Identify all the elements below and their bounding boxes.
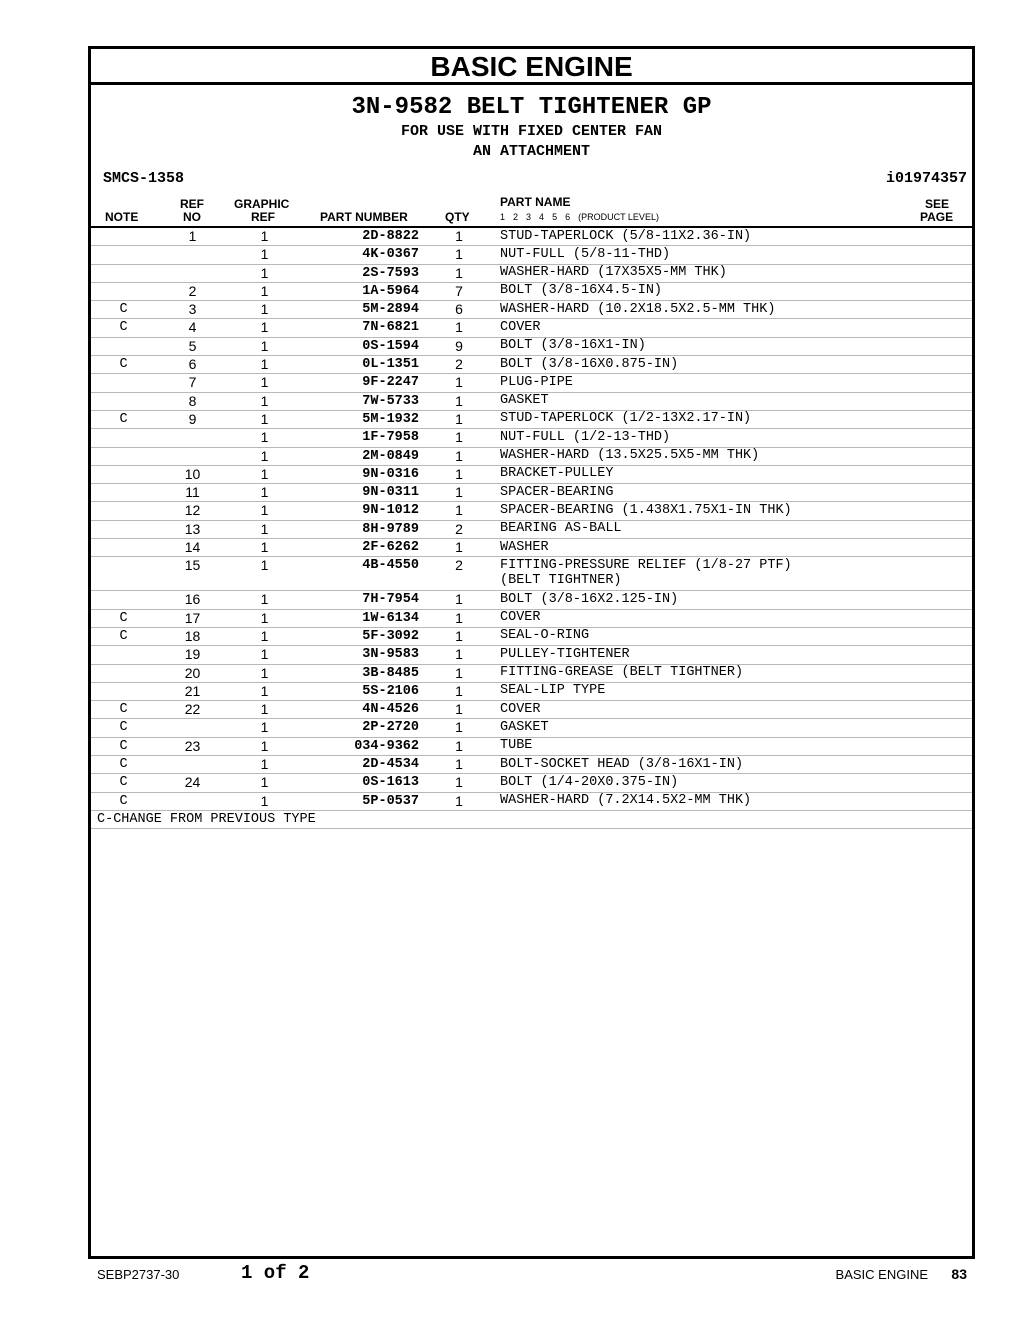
row-ref-no: 7 [188,374,197,391]
row-part-number: 5M-1932 [362,411,419,427]
row-part-name-line: BOLT (3/8-16X4.5-IN) [500,283,663,299]
row-part-name-line: WASHER [500,539,549,555]
product-level-5: 5 [552,212,558,222]
row-part-name [500,628,940,644]
row-part-name [500,665,940,681]
row-part-name-line: FITTING-PRESSURE RELIEF (1/8-27 PTF) [500,557,792,573]
table-row [91,793,972,811]
table-row [91,774,972,792]
product-level-label: (PRODUCT LEVEL) [578,212,659,222]
row-part-number: 1A-5964 [362,283,419,299]
row-part-name-line: SEAL-O-RING [500,628,590,644]
row-part-number: 2P-2720 [362,720,419,736]
row-qty: 2 [455,356,463,373]
row-qty: 1 [455,374,463,391]
row-qty: 1 [455,502,463,519]
row-part-name-line: BOLT (1/4-20X0.375-IN) [500,774,679,790]
row-part-name [500,265,940,281]
table-row [91,429,972,447]
footer-page-of: 1 of 2 [241,1262,310,1284]
row-part-number: 2S-7593 [362,265,419,281]
row-ref-no: 11 [185,484,200,501]
table-row [91,665,972,683]
table-row [91,646,972,664]
col-header-see-2: PAGE [920,210,954,224]
row-part-name [500,702,940,718]
row-qty: 1 [455,264,463,281]
product-level-3: 3 [526,212,532,222]
row-note: C [119,302,128,318]
row-part-number: 5P-0537 [362,793,419,809]
row-ref-no: 22 [184,701,201,718]
row-qty: 1 [455,664,463,681]
row-ref-no: 24 [184,774,201,791]
product-level-1: 1 [500,212,506,222]
row-graphic-ref: 1 [260,465,269,482]
row-part-number: 3B-8485 [362,665,419,681]
row-part-number: 5F-3092 [362,628,419,644]
row-ref-no: 13 [184,520,201,537]
row-graphic-ref: 1 [260,774,269,791]
table-row [91,393,972,411]
row-part-name-line: BRACKET-PULLEY [500,466,614,482]
row-graphic-ref: 1 [260,282,269,299]
group-subtitle-2: AN ATTACHMENT [472,143,591,160]
row-part-name-line: WASHER-HARD (17X35X5-MM THK) [500,265,727,281]
row-graphic-ref: 1 [260,682,269,699]
group-title: 3N-9582 BELT TIGHTENER GP [351,94,712,121]
row-part-number: 1F-7958 [362,430,419,446]
row-graphic-ref: 1 [260,337,269,354]
footer-section: BASIC ENGINE [835,1267,928,1282]
row-part-name-line: NUT-FULL (1/2-13-THD) [500,429,671,445]
row-qty: 1 [455,646,463,663]
col-header-see-1: SEE [925,197,950,211]
row-part-name [500,430,940,446]
table-row [91,319,972,337]
row-qty: 1 [455,591,463,608]
row-part-number: 2D-8822 [362,229,419,244]
row-part-name [500,229,940,245]
document-ident: i01974357 [885,170,967,187]
row-graphic-ref: 1 [260,356,269,373]
row-note: C [119,738,128,754]
row-ref-no: 5 [188,337,197,354]
row-part-number: 7N-6821 [362,320,419,336]
row-ref-no: 20 [184,664,201,681]
col-header-graphic-2: REF [251,210,275,224]
table-row [91,466,972,484]
row-qty: 1 [455,228,463,244]
row-graphic-ref: 1 [260,646,269,663]
row-part-number: 0L-1351 [362,357,419,373]
row-graphic-ref: 1 [260,301,269,318]
row-part-number: 5M-2894 [362,302,419,318]
product-level-4: 4 [539,212,545,222]
table-row [91,738,972,756]
row-part-number: 4K-0367 [362,247,419,263]
row-qty: 2 [455,520,463,537]
table-row [91,628,972,646]
row-ref-no: 23 [184,737,201,754]
row-ref-no: 1 [188,228,197,244]
col-header-part-name: PART NAME [500,195,571,209]
row-part-name-line: COVER [500,319,541,335]
product-level-2: 2 [513,212,519,222]
row-graphic-ref: 1 [260,228,269,244]
smcs-code: SMCS-1358 [103,170,185,187]
row-graphic-ref: 1 [260,392,269,409]
row-part-name-line: FITTING-GREASE (BELT TIGHTNER) [500,665,744,681]
row-graphic-ref: 1 [260,609,269,626]
row-part-number: 0S-1594 [362,338,419,354]
table-row [91,448,972,466]
row-graphic-ref: 1 [260,792,269,809]
row-graphic-ref: 1 [260,429,269,446]
row-part-number: 9F-2247 [362,375,419,391]
row-graphic-ref: 1 [260,557,269,574]
row-ref-no: 4 [188,319,197,336]
table-row [91,265,972,283]
row-note: C [119,757,128,773]
row-part-name [500,610,940,626]
table-row [91,356,972,374]
row-part-number: 4B-4550 [362,558,419,574]
row-qty: 1 [455,627,463,644]
row-part-name [500,302,940,318]
row-part-name-continuation: (BELT TIGHTNER) [500,573,622,589]
row-ref-no: 9 [188,410,197,427]
product-level-6: 6 [565,212,571,222]
table-row [91,756,972,774]
row-graphic-ref: 1 [260,719,269,736]
table-row [91,301,972,319]
row-part-number: 7W-5733 [362,393,419,409]
row-note: C [119,793,128,809]
row-part-name [500,485,940,501]
row-ref-no: 2 [188,282,197,299]
table-row [91,283,972,301]
row-part-name [500,247,940,263]
parts-page-frame [88,46,975,1259]
row-graphic-ref: 1 [260,374,269,391]
col-header-qty: QTY [445,210,470,224]
row-ref-no: 10 [184,465,201,482]
row-part-name [500,558,940,589]
footer-page-number: 83 [951,1266,967,1282]
table-row [91,246,972,264]
row-part-name [500,592,940,608]
row-part-name [500,283,940,299]
row-graphic-ref: 1 [260,591,269,608]
row-part-name [500,375,940,391]
row-graphic-ref: 1 [260,484,269,501]
row-part-name [500,320,940,336]
row-part-name-line: TUBE [500,738,533,754]
row-part-name [500,521,940,537]
table-row [91,374,972,392]
row-part-name-line: PLUG-PIPE [500,374,573,390]
row-ref-no: 21 [184,682,201,699]
row-part-name-line: COVER [500,701,541,717]
row-qty: 1 [455,719,463,736]
table-row [91,502,972,520]
row-ref-no: 12 [184,502,201,519]
row-part-name-line: BEARING AS-BALL [500,521,622,537]
table-row [91,228,972,246]
row-qty: 1 [455,410,463,427]
row-ref-no: 14 [184,539,201,556]
row-part-name [500,738,940,754]
row-part-name-line: STUD-TAPERLOCK (5/8-11X2.36-IN) [500,228,752,244]
row-ref-no: 19 [184,646,201,663]
row-graphic-ref: 1 [260,539,269,556]
table-row [91,539,972,557]
row-qty: 1 [455,737,463,754]
footer-doc-id: SEBP2737-30 [97,1267,180,1282]
row-note: C [119,628,128,644]
row-part-number: 4N-4526 [362,702,419,718]
row-part-name-line: BOLT (3/8-16X1-IN) [500,338,646,354]
table-row [91,701,972,719]
section-title: BASIC ENGINE [91,49,972,85]
row-part-number: 034-9362 [354,738,419,754]
row-part-number: 1W-6134 [362,610,419,626]
row-ref-no: 3 [188,301,197,318]
row-graphic-ref: 1 [260,264,269,281]
row-qty: 1 [455,756,463,773]
product-level-legend [500,212,667,222]
table-row [91,521,972,539]
row-note: C [119,720,128,736]
col-header-graphic-1: GRAPHIC [234,197,290,211]
row-note: C [119,320,128,336]
row-part-number: 9N-1012 [362,503,419,519]
row-part-name-line: SPACER-BEARING (1.438X1.75X1-IN THK) [500,502,792,518]
row-note: C [119,702,128,718]
row-part-number: 3N-9583 [362,647,419,663]
row-part-name [500,775,940,791]
row-graphic-ref: 1 [260,447,269,464]
change-footnote: C-CHANGE FROM PREVIOUS TYPE [91,811,972,829]
row-part-name [500,540,940,556]
row-qty: 9 [455,337,463,354]
row-graphic-ref: 1 [260,664,269,681]
row-part-number: 9N-0311 [362,485,419,501]
row-part-number: 9N-0316 [362,466,419,482]
table-row [91,484,972,502]
row-qty: 1 [455,539,463,556]
row-part-name-line: WASHER-HARD (7.2X14.5X2-MM THK) [500,793,752,809]
row-qty: 1 [455,792,463,809]
table-row [91,591,972,609]
row-note: C [119,411,128,427]
row-part-name [500,683,940,699]
row-part-name [500,720,940,736]
table-row [91,719,972,737]
row-qty: 1 [455,484,463,501]
row-qty: 1 [455,774,463,791]
col-header-part-number: PART NUMBER [320,210,408,224]
row-graphic-ref: 1 [260,246,269,263]
row-part-name [500,448,940,464]
row-ref-no: 18 [184,627,201,644]
row-qty: 1 [455,447,463,464]
row-qty: 1 [455,701,463,718]
row-part-name-line: SEAL-LIP TYPE [500,683,606,699]
parts-table-body [91,228,972,829]
row-note: C [119,357,128,373]
row-part-name-line: SPACER-BEARING [500,484,614,500]
table-row [91,338,972,356]
col-header-ref-1: REF [180,197,204,211]
row-ref-no: 8 [188,392,197,409]
row-part-name-line: STUD-TAPERLOCK (1/2-13X2.17-IN) [500,411,752,427]
row-ref-no: 6 [188,356,197,373]
row-qty: 6 [455,301,463,318]
row-qty: 1 [455,319,463,336]
row-graphic-ref: 1 [260,701,269,718]
row-part-name-line: BOLT (3/8-16X0.875-IN) [500,356,679,372]
row-part-name-line: BOLT (3/8-16X2.125-IN) [500,591,679,607]
row-part-name [500,793,940,809]
row-part-name-line: NUT-FULL (5/8-11-THD) [500,246,671,262]
row-note: C [119,775,128,791]
row-part-name [500,411,940,427]
row-qty: 7 [455,282,463,299]
row-part-number: 0S-1613 [362,775,419,791]
row-part-number: 7H-7954 [362,592,419,608]
table-row [91,610,972,628]
row-qty: 1 [455,682,463,699]
row-part-name-line: GASKET [500,719,549,735]
group-subtitle-1: FOR USE WITH FIXED CENTER FAN [400,123,663,140]
col-header-ref-2: NO [183,210,201,224]
row-qty: 1 [455,392,463,409]
row-ref-no: 15 [184,557,201,574]
row-qty: 1 [455,465,463,482]
row-qty: 1 [455,246,463,263]
row-graphic-ref: 1 [260,502,269,519]
row-part-name [500,338,940,354]
row-part-name [500,503,940,519]
row-part-name-line: COVER [500,610,541,626]
table-row [91,557,972,591]
row-part-name-line: BOLT-SOCKET HEAD (3/8-16X1-IN) [500,756,744,772]
row-graphic-ref: 1 [260,520,269,537]
row-qty: 2 [455,557,463,574]
row-qty: 1 [455,609,463,626]
row-part-name [500,393,940,409]
row-graphic-ref: 1 [260,627,269,644]
table-row [91,411,972,429]
row-graphic-ref: 1 [260,410,269,427]
row-ref-no: 16 [184,591,201,608]
row-part-number: 2M-0849 [362,448,419,464]
row-part-name-line: PULLEY-TIGHTENER [500,646,630,662]
row-graphic-ref: 1 [260,756,269,773]
row-part-name-line: GASKET [500,393,549,409]
row-note: C [119,610,128,626]
row-part-name-line: WASHER-HARD (10.2X18.5X2.5-MM THK) [500,301,776,317]
row-part-number: 5S-2106 [362,683,419,699]
row-part-number: 8H-9789 [362,521,419,537]
row-part-name [500,466,940,482]
row-part-name [500,647,940,663]
row-ref-no: 17 [184,609,201,626]
row-qty: 1 [455,429,463,446]
row-part-number: 2F-6262 [362,540,419,556]
row-part-name [500,757,940,773]
row-part-name [500,357,940,373]
row-graphic-ref: 1 [260,737,269,754]
row-part-number: 2D-4534 [362,757,419,773]
table-row [91,683,972,701]
col-header-note: NOTE [105,210,139,224]
row-part-name-line: WASHER-HARD (13.5X25.5X5-MM THK) [500,448,760,464]
row-graphic-ref: 1 [260,319,269,336]
